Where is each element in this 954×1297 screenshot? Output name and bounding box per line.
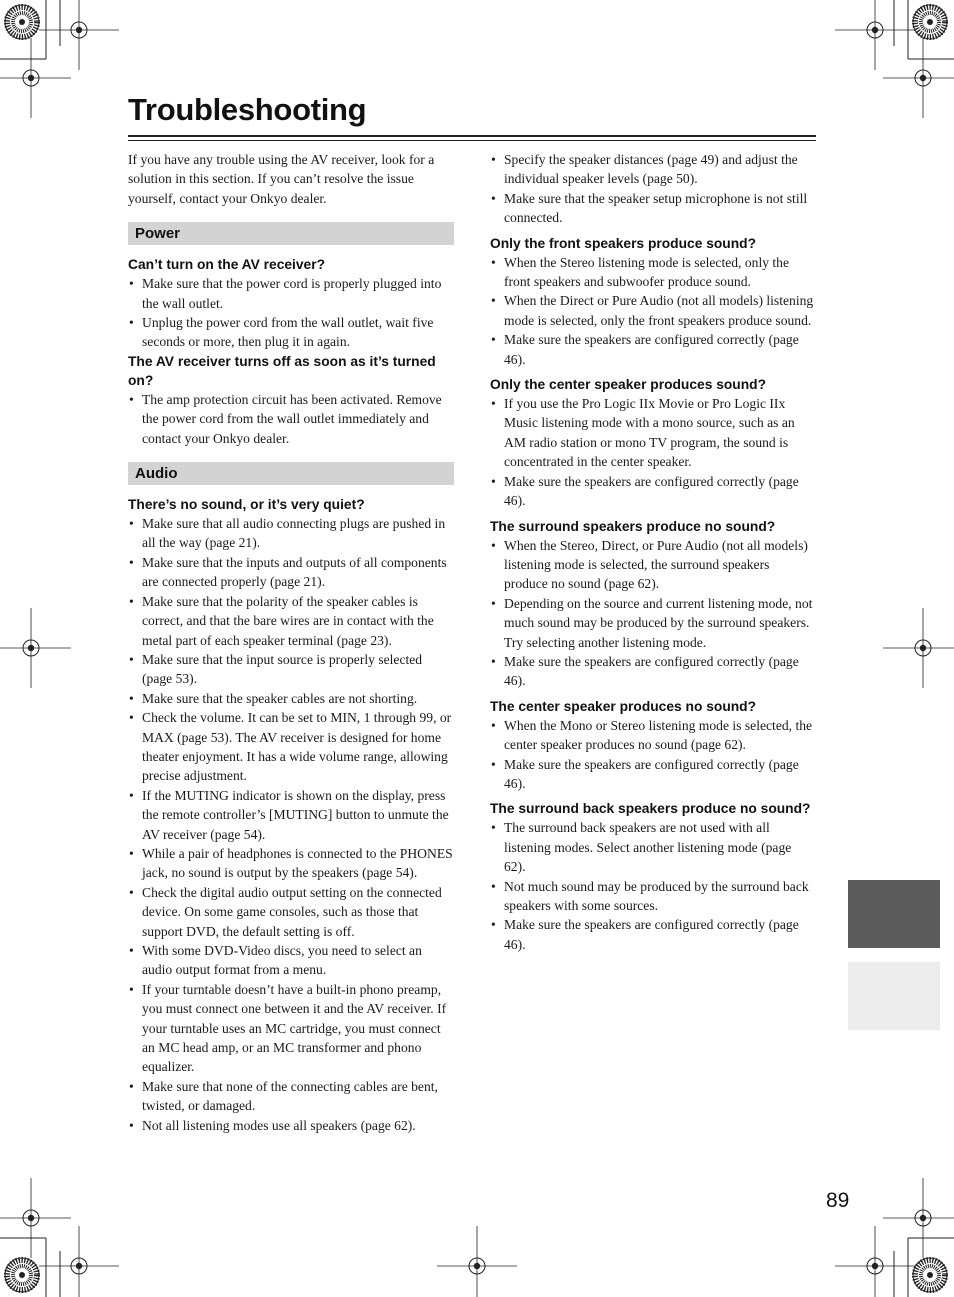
section-audio-heading: Audio	[128, 462, 454, 485]
list-item: • If you use the Pro Logic IIx Movie or Pro Logic IIx Music listening mode with a mono source, such as an AM radio station or mono TV program, the sound is concentrated in the center speaker.	[490, 394, 816, 472]
list-item: • When the Direct or Pure Audio (not all models) listening mode is selected, only the front speakers produce sound.	[490, 291, 816, 330]
chapter-tab-inactive	[848, 962, 940, 1030]
question-cant-turn-on: Can’t turn on the AV receiver?	[128, 257, 326, 273]
list-item: • Make sure the speakers are configured correctly (page 46).	[490, 472, 816, 511]
question-no-sound: There’s no sound, or it’s very quiet?	[128, 497, 365, 513]
list-item: • Make sure that the power cord is properly plugged into the wall outlet.	[128, 274, 454, 313]
left-column	[128, 150, 454, 1135]
list-item: • Check the volume. It can be set to MIN, 1 through 99, or MAX (page 53). The AV receiver is designed for home theater enjoyment. It has a wide volume range, allowing precise adjustment.	[128, 708, 454, 786]
question-surround-no-sound: The surround speakers produce no sound?	[490, 518, 776, 534]
question-turns-off: The AV receiver turns off as soon as it’s turned on?	[128, 353, 436, 388]
answer-list	[490, 536, 816, 691]
right-column	[490, 150, 816, 954]
list-item: • Make sure that the speaker setup microphone is not still connected.	[490, 189, 816, 228]
list-item: • Make sure that none of the connecting cables are bent, twisted, or damaged.	[128, 1077, 454, 1116]
intro-text: If you have any trouble using the AV receiver, look for a solution in this section. If you can’t resolve the issue yourself, contact your Onkyo dealer.	[128, 152, 435, 206]
list-item: • Make sure the speakers are configured correctly (page 46).	[490, 330, 816, 369]
list-item: • Make sure the speakers are configured correctly (page 46).	[490, 755, 816, 794]
answer-list	[490, 716, 816, 794]
list-item: • Make sure the speakers are configured correctly (page 46).	[490, 652, 816, 691]
list-item: • When the Mono or Stereo listening mode is selected, the center speaker produces no sound (page 62).	[490, 716, 816, 755]
question-front-only: Only the front speakers produce sound?	[490, 235, 757, 251]
list-item: • Make sure that the inputs and outputs of all components are connected properly (page 21).	[128, 553, 454, 592]
page-number: 89	[826, 1189, 850, 1212]
question-center-no-sound: The center speaker produces no sound?	[490, 698, 757, 714]
list-item: • When the Stereo, Direct, or Pure Audio (not all models) listening mode is selected, the surround speakers produce no sound (page 62).	[490, 536, 816, 594]
list-item: • Make sure the speakers are configured correctly (page 46).	[490, 915, 816, 954]
list-item: • With some DVD-Video discs, you need to select an audio output format from a menu.	[128, 941, 454, 980]
answer-list	[490, 253, 816, 369]
list-item: • Not much sound may be produced by the surround back speakers with some sources.	[490, 877, 816, 916]
question-center-only: Only the center speaker produces sound?	[490, 377, 767, 393]
list-item: • When the Stereo listening mode is selected, only the front speakers and subwoofer produce sound.	[490, 253, 816, 292]
answer-list	[128, 514, 454, 1135]
answer-list	[128, 274, 454, 352]
title-rule-thin	[128, 140, 816, 141]
answer-list	[128, 390, 454, 448]
list-item: • If your turntable doesn’t have a built-in phono preamp, you must connect one between it and the AV receiver. If your turntable uses an MC cartridge, you must connect an MC head amp, or an MC transformer and phono equalizer.	[128, 980, 454, 1077]
answer-list-continued	[490, 150, 816, 228]
chapter-tab-active	[848, 880, 940, 948]
question-surround-back-no-sound: The surround back speakers produce no sound?	[490, 801, 811, 817]
list-item: • The amp protection circuit has been activated. Remove the power cord from the wall outlet immediately and contact your Onkyo dealer.	[128, 390, 454, 448]
list-item: • The surround back speakers are not used with all listening modes. Select another listening mode (page 62).	[490, 818, 816, 876]
list-item: • While a pair of headphones is connected to the PHONES jack, no sound is output by the speakers (page 54).	[128, 844, 454, 883]
answer-list	[490, 394, 816, 510]
list-item: • Make sure that the speaker cables are not shorting.	[128, 689, 454, 708]
page-title: Troubleshooting	[128, 92, 367, 127]
list-item: • Make sure that the input source is properly selected (page 53).	[128, 650, 454, 689]
section-power-heading: Power	[128, 222, 454, 245]
list-item: • Depending on the source and current listening mode, not much sound may be produced by the surround speakers. Try selecting another listening mode.	[490, 594, 816, 652]
answer-list	[490, 818, 816, 954]
list-item: • Unplug the power cord from the wall outlet, wait five seconds or more, then plug it in again.	[128, 313, 454, 352]
list-item: • Make sure that all audio connecting plugs are pushed in all the way (page 21).	[128, 514, 454, 553]
list-item: • Check the digital audio output setting on the connected device. On some game consoles, such as those that support DVD, the default setting is off.	[128, 883, 454, 941]
list-item: • Make sure that the polarity of the speaker cables is correct, and that the bare wires are in contact with the metal part of each speaker terminal (page 23).	[128, 592, 454, 650]
list-item: • If the MUTING indicator is shown on the display, press the remote controller’s [MUTING] button to unmute the AV receiver (page 54).	[128, 786, 454, 844]
list-item: • Not all listening modes use all speakers (page 62).	[128, 1116, 454, 1135]
list-item: • Specify the speaker distances (page 49) and adjust the individual speaker levels (page 50).	[490, 150, 816, 189]
title-rule	[128, 135, 816, 137]
